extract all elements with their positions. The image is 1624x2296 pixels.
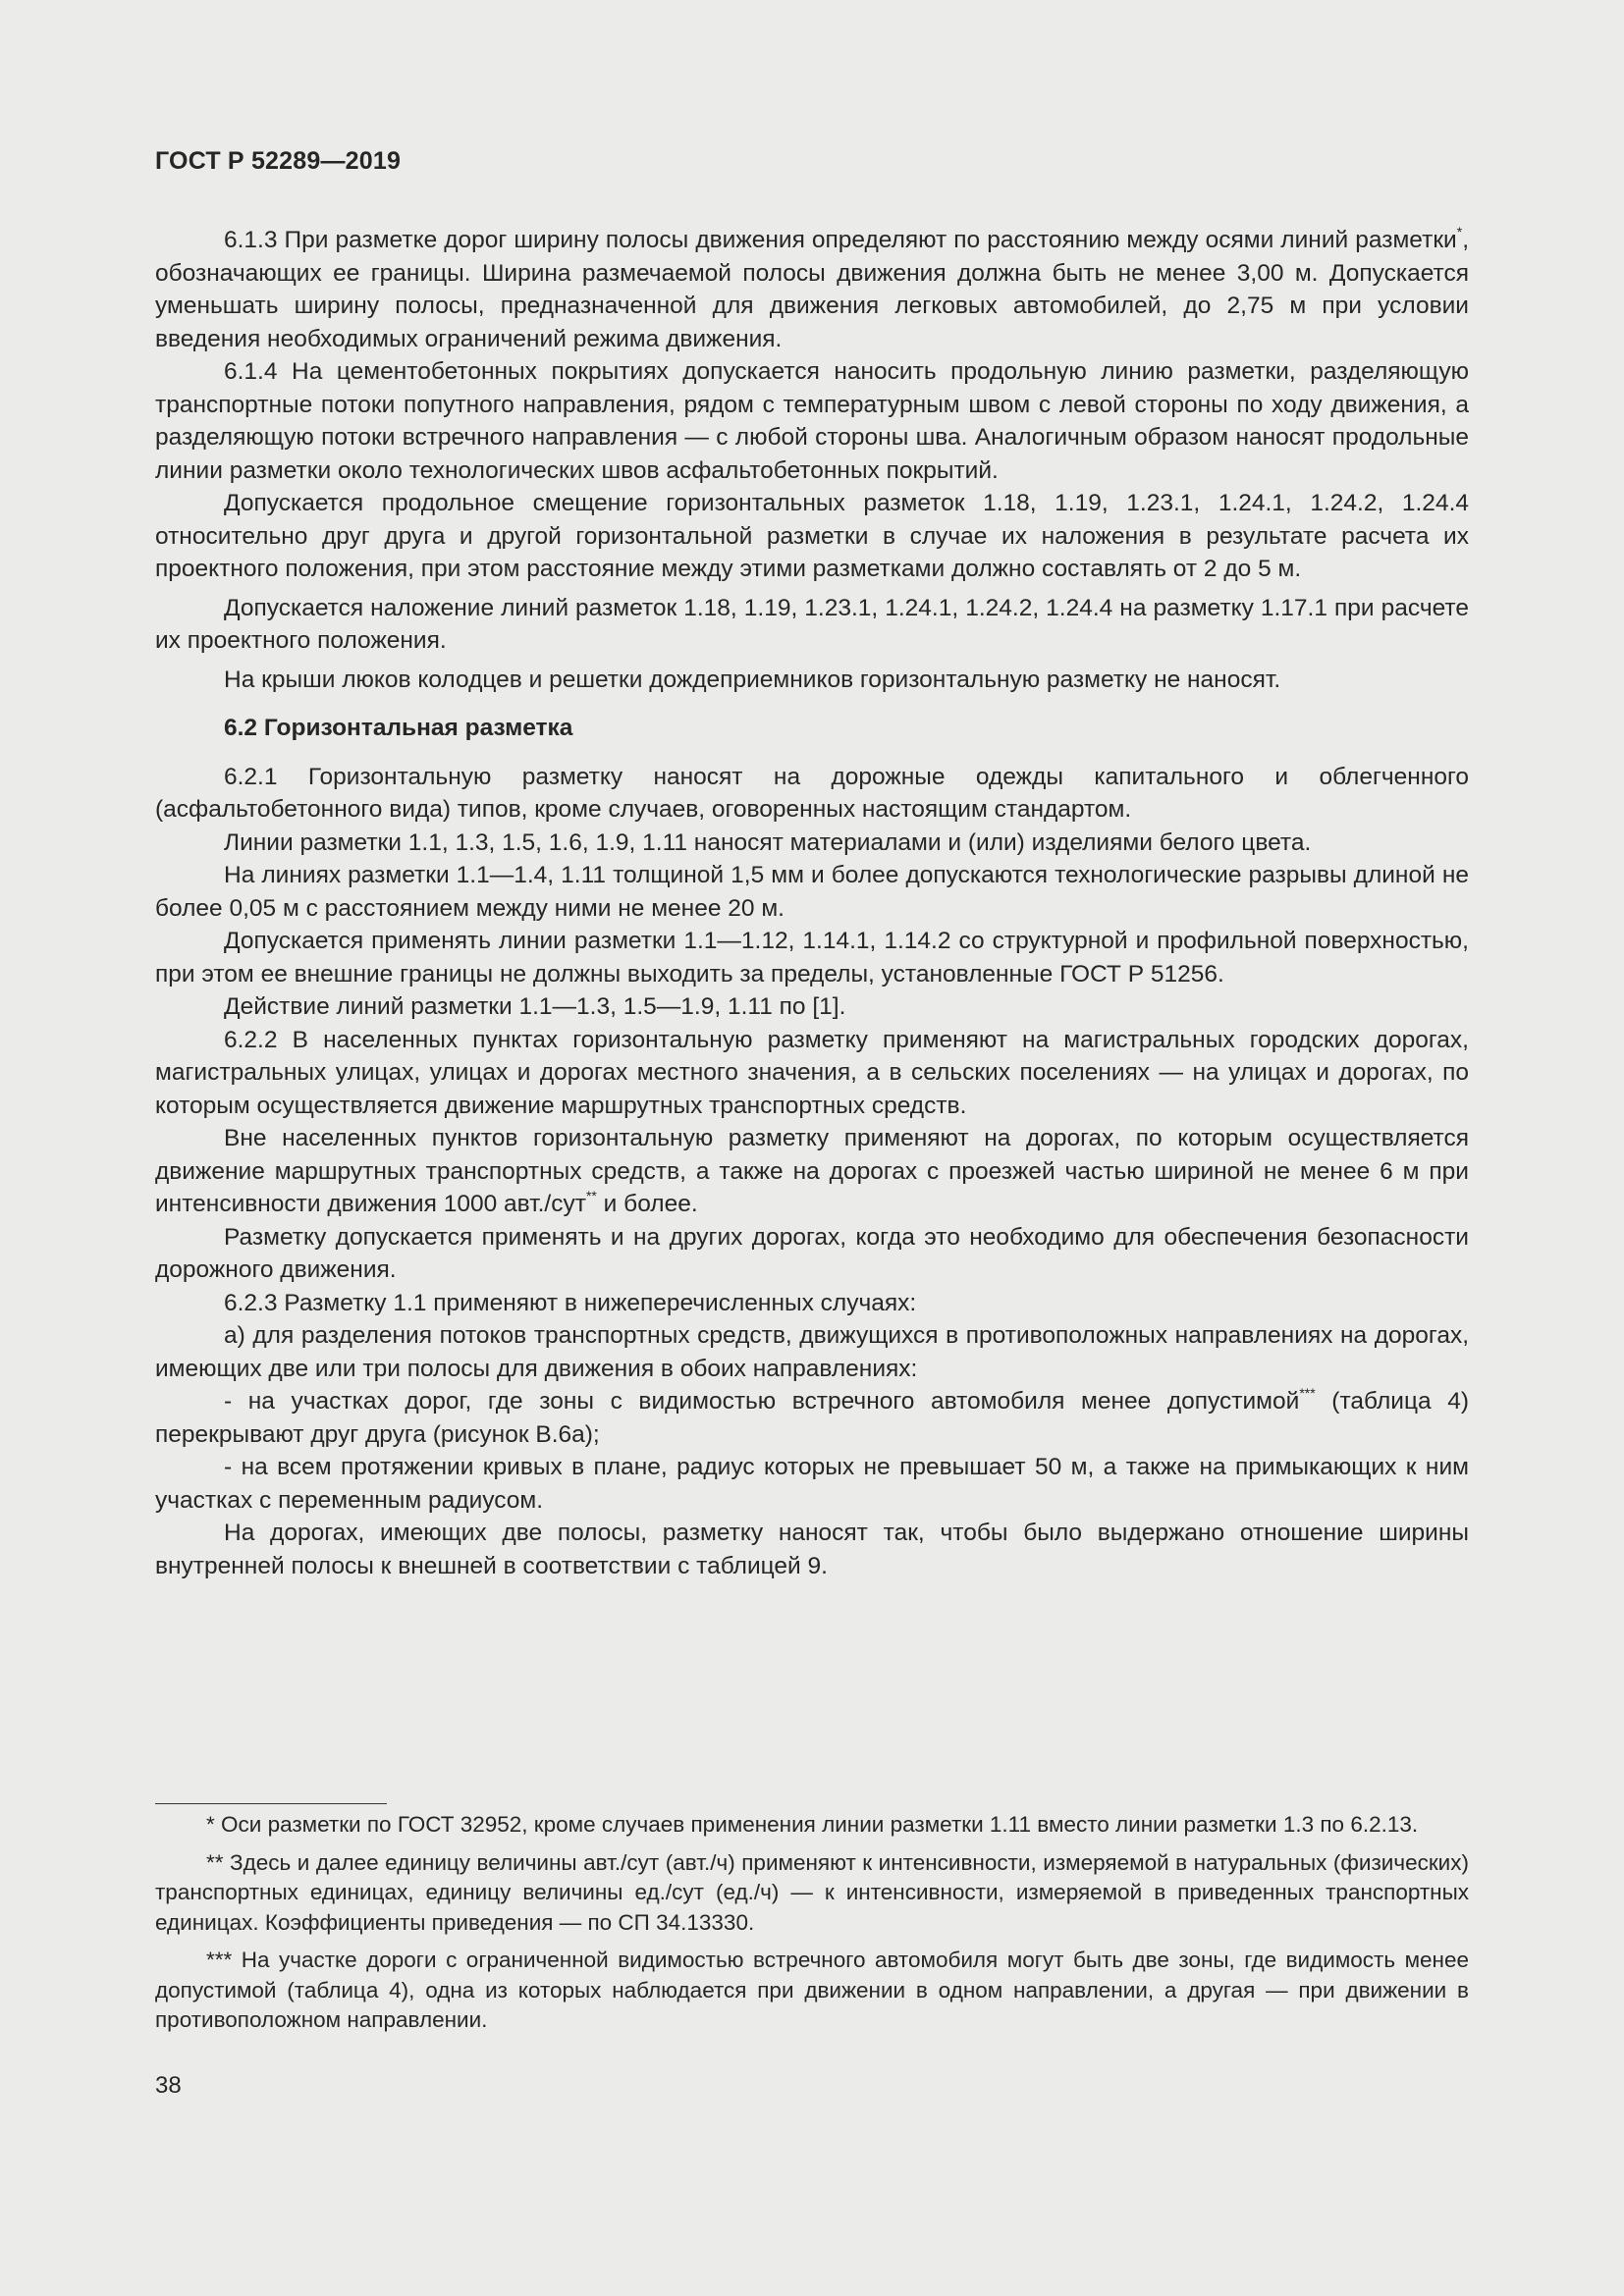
list-item-visibility-start: - на участках дорог, где зоны с видимостью встречного автомобиля менее допустимой bbox=[224, 1388, 1300, 1415]
page-number: 38 bbox=[155, 2072, 182, 2099]
paragraph-6-2-3: 6.2.3 Разметку 1.1 применяют в нижеперечисленных случаях: bbox=[224, 1289, 917, 1316]
paragraph-shift: Допускается продольное смещение горизонтальных разметок 1.18, 1.19, 1.23.1, 1.24.1, 1.24.2, 1.24.4 относительно друг друга и другой горизонтальной разметки в случае их наложения в результате расчета их проектного положения, при этом расстояние между этими разметками должно составлять от 2 до 5 м. bbox=[155, 490, 1469, 582]
paragraph-profile: Допускается применять линии разметки 1.1—1.12, 1.14.1, 1.14.2 со структурной и профильной поверхностью, при этом ее внешние границы не должны выходить за пределы, установленные ГОСТ Р 51256. bbox=[155, 928, 1469, 988]
paragraph-other-roads: Разметку допускается применять и на других дорогах, когда это необходимо для обеспечения безопасности дорожного движения. bbox=[155, 1223, 1469, 1283]
footnote-ref-3[interactable]: *** bbox=[1299, 1385, 1316, 1401]
footnote-2: ** Здесь и далее единицу величины авт./сут (авт./ч) применяют к интенсивности, измеряемой в натуральных (физических) транспортных единицах, единицу величины ед./сут (ед./ч) — к интенсивности, измеряемой в приведенных транспортных единицах. Коэффициенты приведения — по СП 34.13330. bbox=[155, 1849, 1469, 1935]
list-item-curves: - на всем протяжении кривых в плане, радиус которых не превышает 50 м, а также на примыкающих к ним участках с переменным радиусом. bbox=[155, 1454, 1469, 1514]
main-text bbox=[155, 224, 1469, 1582]
document-header: ГОСТ Р 52289—2019 bbox=[155, 147, 402, 175]
footnotes bbox=[155, 1810, 1469, 2044]
footnote-1: * Оси разметки по ГОСТ 32952, кроме случаев применения линии разметки 1.11 вместо линии разметки 1.3 по 6.2.13. bbox=[206, 1812, 1419, 1837]
footnote-divider bbox=[155, 1803, 387, 1804]
paragraph-overlay: Допускается наложение линий разметок 1.18, 1.19, 1.23.1, 1.24.1, 1.24.2, 1.24.4 на разметку 1.17.1 при расчете их проектного положения. bbox=[155, 594, 1469, 654]
paragraph-gaps: На линиях разметки 1.1—1.4, 1.11 толщиной 1,5 мм и более допускаются технологические разрывы длиной не более 0,05 м с расстоянием между ними не менее 20 м. bbox=[155, 862, 1469, 922]
paragraph-6-1-4: 6.1.4 На цементобетонных покрытиях допускается наносить продольную линию разметки, разделяющую транспортные потоки попутного направления, рядом с температурным швом с левой стороны по ходу движения, а разделяющую потоки встречного направления — с любой стороны шва. Аналогичным образом наносят продольные линии разметки около технологических швов асфальтобетонных покрытий. bbox=[155, 358, 1469, 484]
paragraph-two-lanes: На дорогах, имеющих две полосы, разметку наносят так, чтобы было выдержано отношение ширины внутренней полосы к внешней в соответствии с таблицей 9. bbox=[155, 1520, 1469, 1579]
paragraph-white: Линии разметки 1.1, 1.3, 1.5, 1.6, 1.9, 1.11 наносят материалами и (или) изделиями белого цвета. bbox=[224, 828, 1312, 856]
list-item-visibility bbox=[155, 1385, 1469, 1451]
paragraph-outside bbox=[155, 1122, 1469, 1221]
paragraph-6-1-3 bbox=[155, 224, 1469, 355]
paragraph-6-1-3-start: 6.1.3 При разметке дорог ширину полосы движения определяют по расстоянию между осями линий разметки bbox=[224, 227, 1457, 253]
paragraph-6-2-2: 6.2.2 В населенных пунктах горизонтальную разметку применяют на магистральных городских дорогах, магистральных улицах, улицах и дорогах местного значения, а в сельских поселениях — на улицах и дорогах, по которым осуществляется движение маршрутных транспортных средств. bbox=[155, 1026, 1469, 1119]
paragraph-outside-start: Вне населенных пунктов горизонтальную разметку применяют на дорогах, по которым осуществляется движение маршрутных транспортных средств, а также на дорогах с проезжей частью шириной не менее 6 м при интенсивности движения 1000 авт./сут bbox=[155, 1125, 1469, 1217]
footnote-ref-2[interactable]: ** bbox=[585, 1188, 597, 1203]
footnote-3: *** На участке дороги с ограниченной видимостью встречного автомобиля могут быть две зоны, где видимость менее допустимой (таблица 4), одна из которых наблюдается при движении в одном направлении, а другая — при движении в противоположном направлении. bbox=[155, 1948, 1469, 2032]
paragraph-6-2-1: 6.2.1 Горизонтальную разметку наносят на дорожные одежды капитального и облегченного (асфальтобетонного вида) типов, кроме случаев, оговоренных настоящим стандартом. bbox=[155, 763, 1469, 823]
paragraph-action: Действие линий разметки 1.1—1.3, 1.5—1.9, 1.11 по [1]. bbox=[224, 993, 846, 1020]
paragraph-hatches: На крыши люков колодцев и решетки дождеприемников горизонтальную разметку не наносят. bbox=[224, 666, 1281, 693]
paragraph-6-1-3-end: , обозначающих ее границы. Ширина размечаемой полосы движения должна быть не менее 3,00 м. Допускается уменьшать ширину полосы, предназначенной для движения легковых автомобилей, до 2,75 м при условии введения необходимых ограничений режима движения. bbox=[155, 227, 1469, 352]
list-item-visibility-end: (таблица 4) перекрывают друг друга (рисунок В.6а); bbox=[155, 1388, 1469, 1448]
paragraph-6-2-3-a: а) для разделения потоков транспортных средств, движущихся в противоположных направлениях на дорогах, имеющих две или три полосы для движения в обоих направлениях: bbox=[155, 1322, 1469, 1382]
footnote-ref-1[interactable]: * bbox=[1456, 224, 1463, 240]
paragraph-outside-end: и более. bbox=[596, 1191, 698, 1217]
section-title: 6.2 Горизонтальная разметка bbox=[224, 715, 573, 741]
